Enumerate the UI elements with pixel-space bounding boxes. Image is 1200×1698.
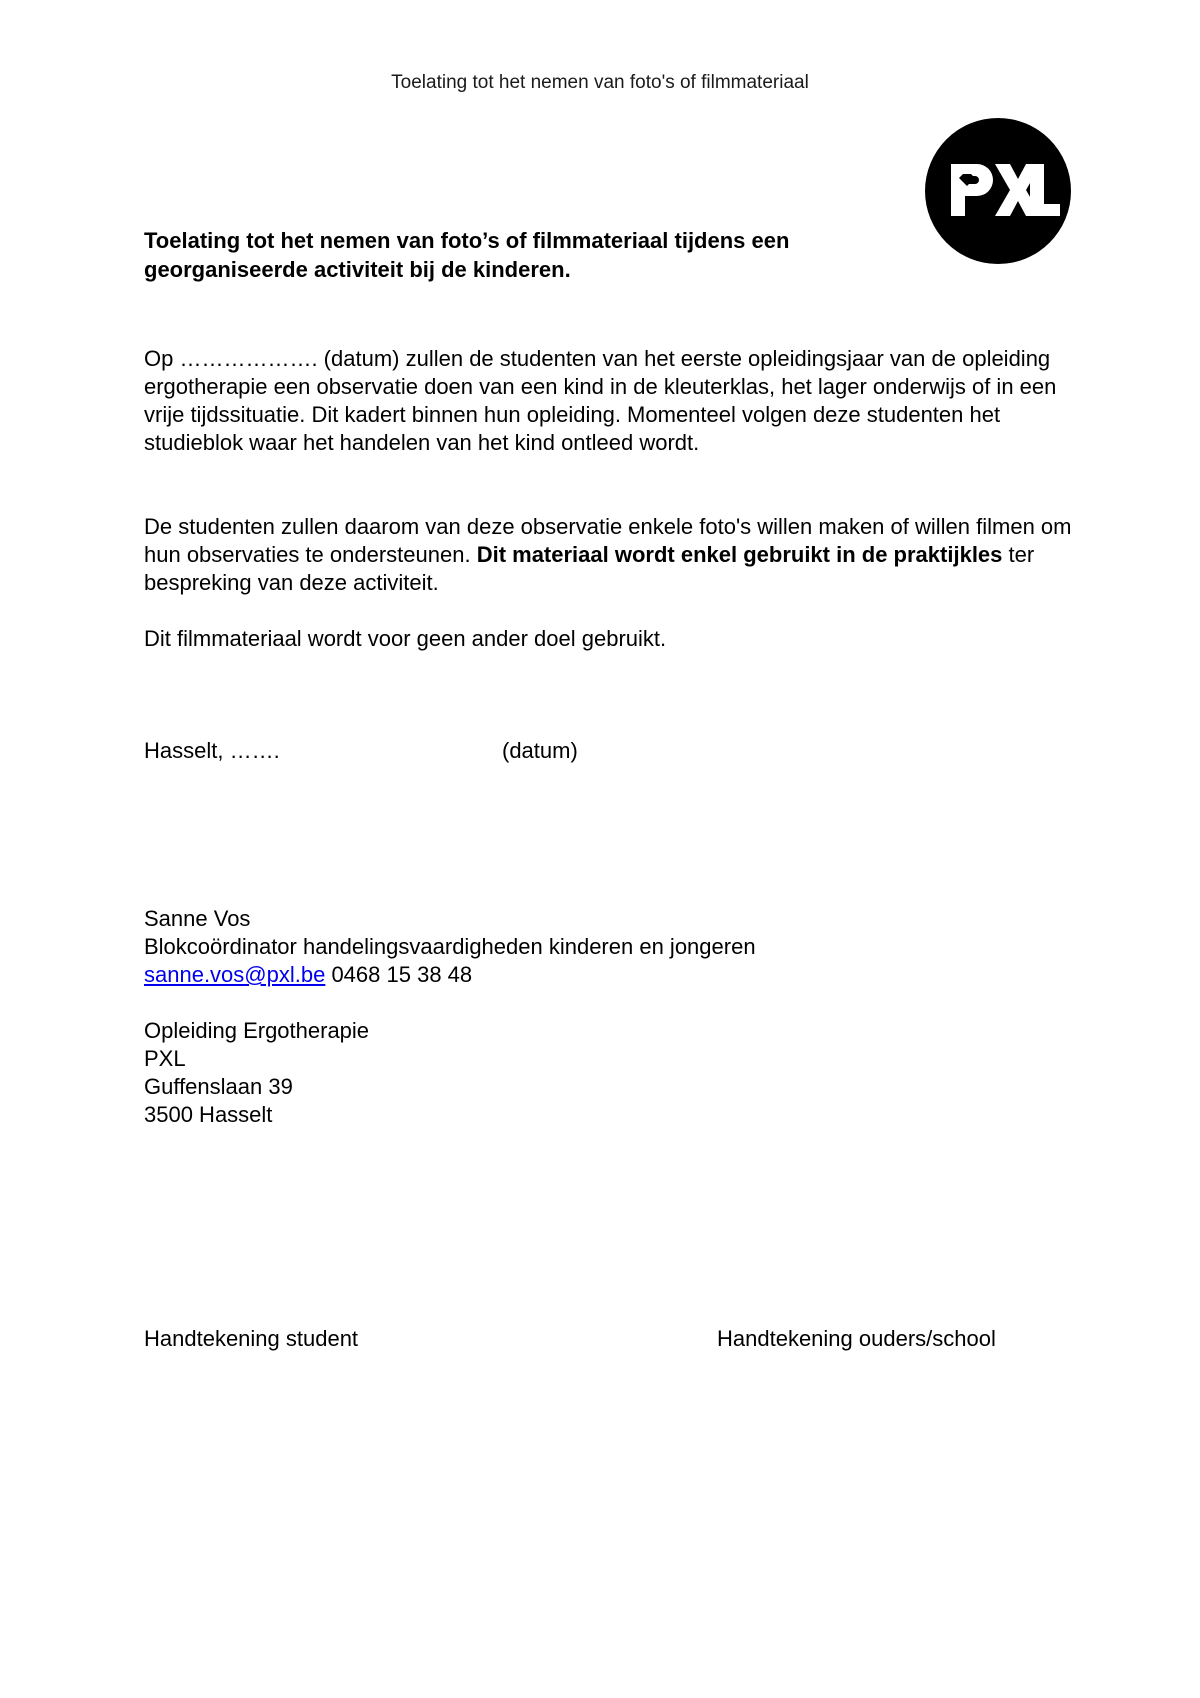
email-link[interactable]: sanne.vos@pxl.be <box>144 962 326 987</box>
intro-paragraph: Op ………………. (datum) zullen de studenten van het eerste opleidingsjaar van de opleiding ergotherapie een observatie doen van een kind in de kleuterklas, het lager onderwijs of in een vrije tijdssituatie. Dit kadert binnen hun opleiding. Momenteel volgen deze studenten het studieblok waar het handelen van het kind ontleed wordt. <box>144 346 1057 455</box>
usage-text-1: De studenten zullen daarom van deze observatie enkele foto's willen maken of willen filmen om hun observaties te ondersteunen. <box>144 514 1072 567</box>
address-line-3: Guffenslaan 39 <box>144 1074 293 1099</box>
date-line <box>144 737 1074 765</box>
address-line-4: 3500 Hasselt <box>144 1102 273 1127</box>
page-header: Toelating tot het nemen van foto's of filmmateriaal <box>391 72 809 93</box>
contact-name: Sanne Vos <box>144 906 251 931</box>
address-block <box>144 1017 1074 1129</box>
address-line-1: Opleiding Ergotherapie <box>144 1018 370 1043</box>
usage-paragraph <box>144 513 1074 597</box>
place-date-field: Hasselt, ……. <box>144 738 280 763</box>
contact-block <box>144 905 1074 989</box>
phone-number: 0468 15 38 48 <box>325 962 473 987</box>
contact-role: Blokcoördinator handelingsvaardigheden kinderen en jongeren <box>144 934 756 959</box>
contact-line <box>144 961 1074 989</box>
signature-student-label: Handtekening student <box>144 1326 359 1351</box>
purpose-paragraph: Dit filmmateriaal wordt voor geen ander doel gebruikt. <box>144 626 667 651</box>
signature-line <box>144 1325 1074 1353</box>
usage-text-2: ter bespreking van deze activiteit. <box>144 542 1035 595</box>
document-title: Toelating tot het nemen van foto’s of filmmateriaal tijdens een georganiseerde activiteit bij de kinderen. <box>144 228 790 282</box>
usage-bold-text: Dit materiaal wordt enkel gebruikt in de praktijkles <box>476 542 1003 567</box>
address-line-2: PXL <box>144 1046 186 1071</box>
datum-label: (datum) <box>502 738 578 763</box>
document-body <box>144 226 1074 1353</box>
signature-parents-label: Handtekening ouders/school <box>717 1326 996 1351</box>
